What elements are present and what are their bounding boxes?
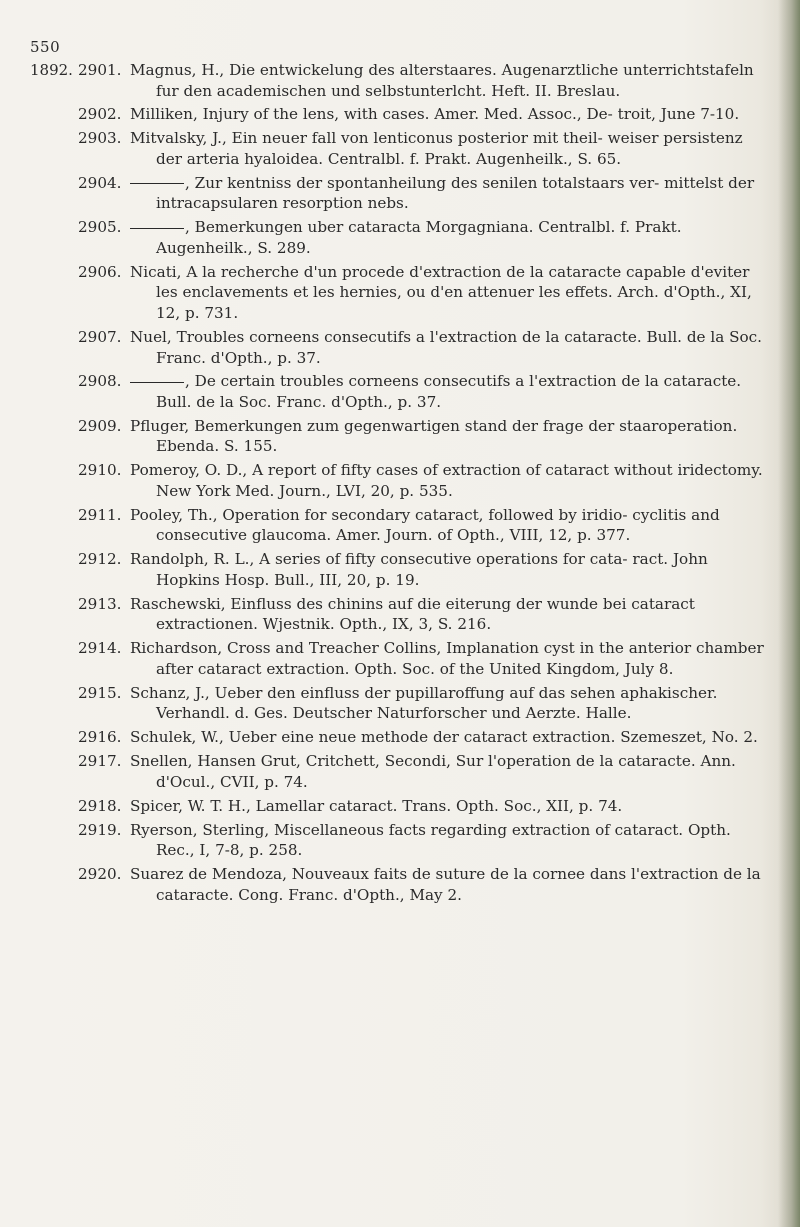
bibliography-entry [78, 683, 768, 724]
entry-citation [130, 460, 768, 501]
bibliography-entry [78, 217, 768, 258]
bibliography-entry [78, 460, 768, 501]
ditto-dash [130, 183, 184, 184]
entry-citation [130, 128, 768, 169]
bibliography-entry [78, 594, 768, 635]
bibliography-entry [78, 262, 768, 324]
entry-text: Schanz, J., Ueber den einfluss der pupillaroffung auf das sehen aphakischer. Verhandl. d. Ges. Deutscher Naturforscher und Aerzte. Halle. [130, 683, 718, 723]
entry-number: 2920. [78, 865, 122, 884]
entry-text: Pfluger, Bemerkungen zum gegenwartigen stand der frage der staaroperation. Ebenda. S. 155. [130, 416, 738, 456]
entry-citation [130, 327, 768, 368]
entry-number: 2913. [78, 594, 122, 613]
entry-number: 2912. [78, 550, 122, 569]
entry-citation [130, 594, 768, 635]
bibliography-entry [78, 60, 768, 101]
entry-number: 2910. [78, 461, 122, 480]
ditto-dash [130, 228, 184, 229]
entry-text: , Bemerkungen uber cataracta Morgagniana. Centralbl. f. Prakt. Augenheilk., S. 289. [156, 218, 682, 257]
entry-text: Milliken, Injury of the lens, with cases. Amer. Med. Assoc., De- troit, June 7-10. [130, 105, 740, 124]
entry-text: Snellen, Hansen Grut, Critchett, Secondi, Sur l'operation de la cataracte. Ann. d'Ocul., CVII, p. 74. [130, 752, 736, 791]
entry-citation [130, 864, 768, 905]
bibliography-entry [78, 727, 768, 748]
entry-text: Nuel, Troubles corneens consecutifs a l'extraction de la cataracte. Bull. de la Soc. Franc. d'Opth., p. 37. [130, 327, 762, 367]
entry-number: 2915. [78, 683, 122, 702]
entry-citation [130, 104, 768, 125]
entry-citation [130, 173, 768, 214]
page-number: 550 [30, 38, 61, 56]
entry-text: Randolph, R. L., A series of fifty consecutive operations for cata- ract. John Hopkins Hosp. Bull., III, 20, p. 19. [130, 550, 708, 589]
bibliography-entry [78, 416, 768, 457]
entry-text: Nicati, A la recherche d'un procede d'extraction de la cataracte capable d'eviter les enclavements et les hernies, ou d'en attenuer les effets. Arch. d'Opth., XI, 12, p. 731. [130, 262, 752, 323]
entry-text: Suarez de Mendoza, Nouveaux faits de suture de la cornee dans l'extraction de la cataracte. Cong. Franc. d'Opth., May 2. [130, 865, 761, 904]
entry-number: 2901. [78, 61, 122, 79]
entry-text: , Zur kentniss der spontanheilung des senilen totalstaars ver- mittelst der intracapsularen resorption nebs. [156, 173, 755, 213]
entry-citation [130, 505, 768, 546]
bibliography-entry [78, 371, 768, 412]
bibliography-entry [78, 327, 768, 368]
entry-citation [130, 371, 768, 412]
entry-citation [130, 217, 768, 258]
entry-number: 2904. [78, 173, 122, 192]
entry-number: 2908. [78, 372, 122, 391]
bibliography-entry [78, 104, 768, 125]
bibliography-entry [78, 751, 768, 792]
entry-citation [130, 796, 768, 817]
entry-number: 2917. [78, 752, 122, 771]
entry-number: 2918. [78, 796, 122, 815]
entry-citation [130, 549, 768, 590]
entry-text: Mitvalsky, J., Ein neuer fall von lenticonus posterior mit theil- weiser persistenz der arteria hyaloidea. Centralbl. f. Prakt. Augenheilk., S. 65. [130, 129, 743, 168]
entry-number: 2914. [78, 639, 122, 658]
bibliography-entry [78, 796, 768, 817]
entry-citation [130, 683, 768, 724]
entry-number: 2903. [78, 129, 122, 148]
entry-citation [130, 262, 768, 324]
entry-number: 2909. [78, 416, 122, 435]
entry-text: Magnus, H., Die entwickelung des alterstaares. Augenarztliche unterrichtstafeln fur den academischen und selbstunterlcht. Heft. II. Breslau. [130, 61, 754, 100]
entry-number: 2905. [78, 218, 122, 237]
entry-text: , De certain troubles corneens consecutifs a l'extraction de la cataracte. Bull. de la Soc. Franc. d'Opth., p. 37. [156, 372, 742, 411]
entry-number: 2907. [78, 327, 122, 346]
bibliography-entry [78, 549, 768, 590]
ditto-dash [130, 382, 184, 383]
entry-number: 2906. [78, 262, 122, 281]
entry-citation [130, 638, 768, 679]
entry-text: Schulek, W., Ueber eine neue methode der cataract extraction. Szemeszet, No. 2. [130, 728, 758, 747]
entry-citation [130, 416, 768, 457]
entry-text: Pooley, Th., Operation for secondary cataract, followed by iridio- cyclitis and consecutive glaucoma. Amer. Journ. of Opth., VIII, 12, p. 377. [130, 505, 720, 545]
entry-text: Raschewski, Einfluss des chinins auf die eiterung der wunde bei cataract extractionen. Wjestnik. Opth., IX, 3, S. 216. [130, 594, 695, 634]
entry-citation [130, 751, 768, 792]
entry-number: 2916. [78, 728, 122, 747]
bibliography-entry [78, 638, 768, 679]
entry-citation [130, 820, 768, 861]
bibliography-entry [78, 505, 768, 546]
bibliography-entry [78, 173, 768, 214]
bibliography-list [78, 60, 768, 909]
entry-text: Pomeroy, O. D., A report of fifty cases of extraction of cataract without iridectomy. New York Med. Journ., LVI, 20, p. 535. [130, 461, 763, 500]
year-label: 1892. [30, 61, 73, 79]
bibliography-entry [78, 820, 768, 861]
entry-text: Richardson, Cross and Treacher Collins, Implanation cyst in the anterior chamber after cataract extraction. Opth. Soc. of the United Kingdom, July 8. [130, 639, 764, 678]
entry-text: Ryerson, Sterling, Miscellaneous facts regarding extraction of cataract. Opth. Rec., I, 7-8, p. 258. [130, 820, 731, 860]
bibliography-entry [78, 864, 768, 905]
page-edge-shadow [778, 0, 800, 1227]
entry-number: 2919. [78, 820, 122, 839]
entry-citation [130, 60, 768, 101]
entry-number: 2902. [78, 105, 122, 124]
entry-citation [130, 727, 768, 748]
entry-number: 2911. [78, 505, 122, 524]
entry-text: Spicer, W. T. H., Lamellar cataract. Trans. Opth. Soc., XII, p. 74. [130, 796, 623, 815]
bibliography-entry [78, 128, 768, 169]
